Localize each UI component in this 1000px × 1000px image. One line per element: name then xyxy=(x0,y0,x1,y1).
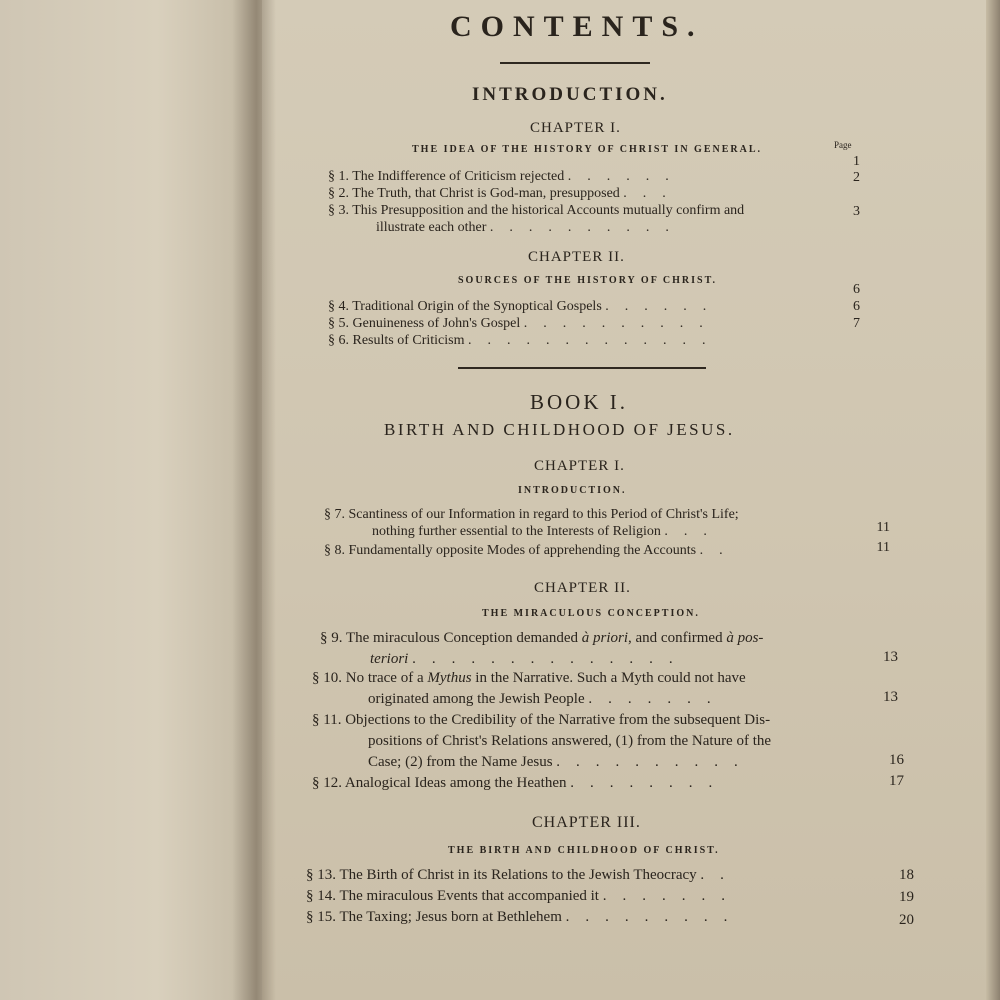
toc-entry-15-page: 20 xyxy=(899,912,914,928)
toc-entry-5-page: 6 xyxy=(853,299,860,314)
toc-entry-9-cont-text: teriori xyxy=(370,651,409,667)
intro-chapter-1-subtitle: THE IDEA OF THE HISTORY OF CHRIST IN GENERAL. xyxy=(412,144,762,155)
toc-entry-4-page: 6 xyxy=(853,282,860,297)
toc-entry-6-text: § 6. Results of Criticism xyxy=(328,333,465,348)
toc-entry-12-page: 17 xyxy=(889,773,904,789)
toc-entry-10[interactable] xyxy=(312,668,746,689)
toc-entry-11-cont-1: positions of Christ's Relations answered, (1) from the Nature of the xyxy=(368,733,772,749)
toc-entry-9[interactable] xyxy=(320,628,763,649)
toc-entry-5[interactable]: § 5. Genuineness of John's Gospel .......... xyxy=(328,316,719,331)
toc-entry-9-pre: § 9. The miraculous Conception demanded xyxy=(320,630,582,646)
right-page xyxy=(262,0,1000,1000)
toc-entry-3-page: 3 xyxy=(853,204,860,219)
toc-entry-7-text: § 7. Scantiness of our Information in regard to this Period of Christ's Life; xyxy=(324,507,739,522)
introduction-heading: INTRODUCTION. xyxy=(472,84,668,105)
toc-entry-12[interactable]: § 12. Analogical Ideas among the Heathen ........ xyxy=(312,775,729,791)
toc-entry-11-text: § 11. Objections to the Credibility of the Narrative from the subsequent Dis- xyxy=(312,712,771,728)
toc-entry-13[interactable]: § 13. The Birth of Christ in its Relations to the Jewish Theocracy .. xyxy=(306,867,740,883)
book-chapter-3-label: CHAPTER III. xyxy=(532,814,641,831)
toc-entry-7[interactable] xyxy=(324,506,739,523)
intro-chapter-1-label: CHAPTER I. xyxy=(530,120,621,136)
toc-entry-9-cont: teriori .............. xyxy=(370,651,689,667)
toc-entry-4[interactable]: § 4. Traditional Origin of the Synoptical Gospels ...... xyxy=(328,299,723,314)
intro-chapter-2-label: CHAPTER II. xyxy=(528,249,625,265)
book-chapter-2-subtitle: THE MIRACULOUS CONCEPTION. xyxy=(482,608,700,619)
toc-entry-1-text: § 1. The Indifference of Criticism rejected xyxy=(328,169,565,184)
toc-entry-11[interactable] xyxy=(312,710,770,731)
book-chapter-1-subtitle: INTRODUCTION. xyxy=(518,485,627,496)
title-rule xyxy=(500,62,650,64)
toc-entry-2-text: § 2. The Truth, that Christ is God-man, presupposed xyxy=(328,186,620,201)
toc-entry-9-italic-2: à pos- xyxy=(726,630,764,646)
toc-entry-7-page: 11 xyxy=(876,520,890,535)
toc-entry-13-page: 18 xyxy=(899,867,914,883)
toc-entry-10-page: 13 xyxy=(883,689,898,705)
toc-entry-8-page: 11 xyxy=(876,540,890,555)
toc-entry-1-page: 1 xyxy=(853,154,860,169)
toc-entry-15-text: § 15. The Taxing; Jesus born at Bethlehem xyxy=(306,909,562,925)
book-label: BOOK I. xyxy=(530,390,628,414)
book-chapter-2-label: CHAPTER II. xyxy=(534,580,631,596)
toc-entry-14-page: 19 xyxy=(899,889,914,905)
toc-entry-3-cont: illustrate each other .......... xyxy=(376,220,685,235)
toc-entry-7-cont: nothing further essential to the Interests of Religion ... xyxy=(372,524,723,539)
book-chapter-3-subtitle: THE BIRTH AND CHILDHOOD OF CHRIST. xyxy=(448,845,720,856)
intro-chapter-2-subtitle: SOURCES OF THE HISTORY OF CHRIST. xyxy=(458,275,718,286)
toc-entry-10-cont: originated among the Jewish People ....... xyxy=(368,691,727,707)
left-page xyxy=(0,0,262,1000)
toc-entry-14[interactable]: § 14. The miraculous Events that accompanied it ....... xyxy=(306,888,741,904)
toc-entry-15[interactable]: § 15. The Taxing; Jesus born at Bethlehem ......... xyxy=(306,909,744,925)
book-gutter xyxy=(232,0,276,1000)
toc-entry-2-page: 2 xyxy=(853,170,860,185)
book-chapter-1-label: CHAPTER I. xyxy=(534,458,625,474)
page-edge xyxy=(986,0,1000,1000)
toc-entry-6-page: 7 xyxy=(853,316,860,331)
toc-entry-12-text: § 12. Analogical Ideas among the Heathen xyxy=(312,775,567,791)
toc-entry-10-cont-text: originated among the Jewish People xyxy=(368,691,585,707)
toc-entry-11-cont-2-text: Case; (2) from the Name Jesus xyxy=(368,754,553,770)
section-rule xyxy=(458,367,706,369)
toc-entry-9-mid: , and confirmed xyxy=(628,630,727,646)
toc-entry-4-text: § 4. Traditional Origin of the Synoptical Gospels xyxy=(328,299,602,314)
toc-entry-3[interactable] xyxy=(328,202,744,219)
page-column-label: Page xyxy=(834,140,852,150)
book-title: BIRTH AND CHILDHOOD OF JESUS. xyxy=(384,420,735,439)
toc-entry-8[interactable]: § 8. Fundamentally opposite Modes of apprehending the Accounts .. xyxy=(324,543,739,558)
toc-entry-10-pre: § 10. No trace of a xyxy=(312,670,428,686)
toc-entry-2[interactable]: § 2. The Truth, that Christ is God-man, presupposed ... xyxy=(328,186,682,201)
toc-entry-3-cont-text: illustrate each other xyxy=(376,220,487,235)
toc-entry-3-text: § 3. This Presupposition and the historical Accounts mutually confirm and xyxy=(328,203,745,218)
toc-entry-1[interactable]: § 1. The Indifference of Criticism rejected ...... xyxy=(328,169,685,184)
toc-entry-10-post: in the Narrative. Such a Myth could not have xyxy=(471,670,746,686)
toc-entry-7-cont-text: nothing further essential to the Interests of Religion xyxy=(372,524,661,539)
toc-entry-14-text: § 14. The miraculous Events that accompanied it xyxy=(306,888,599,904)
toc-entry-11-page: 16 xyxy=(889,752,904,768)
contents-title: CONTENTS. xyxy=(450,10,704,43)
toc-entry-11-cont-2: Case; (2) from the Name Jesus .......... xyxy=(368,754,754,770)
toc-entry-10-italic: Mythus xyxy=(427,670,472,686)
toc-entry-9-italic-1: à priori xyxy=(581,630,629,646)
toc-entry-5-text: § 5. Genuineness of John's Gospel xyxy=(328,316,521,331)
toc-entry-9-page: 13 xyxy=(883,649,898,665)
toc-entry-8-text: § 8. Fundamentally opposite Modes of apprehending the Accounts xyxy=(324,543,697,558)
toc-entry-13-text: § 13. The Birth of Christ in its Relations to the Jewish Theocracy xyxy=(306,867,697,883)
toc-entry-6[interactable]: § 6. Results of Criticism ............. xyxy=(328,333,722,348)
